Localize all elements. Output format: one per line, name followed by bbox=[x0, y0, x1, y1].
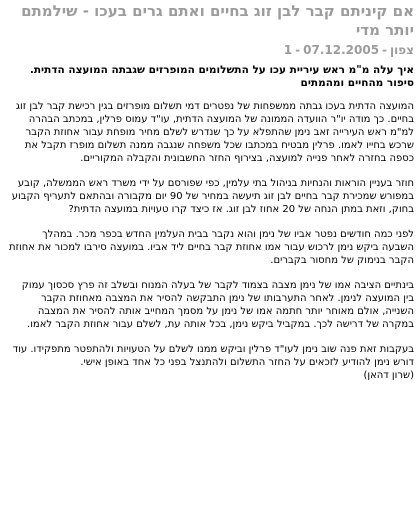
article-signature: (שרון דהאן) bbox=[363, 370, 414, 381]
article-paragraph: חוזר בעניין הוראות והנחיות בניהול בתי עלמין, כפי שפורסם על ידי משרד ראש הממשלה, קובע במפורש שמכירת קבר בחיים לבן זוג תיעשה במחיר של 90 יום מקבורה ובהתאם לתעריף הקבוע בחוק, וזאת במתן הנחה של 20 אחוז לבן זוג. אז כיצד קרו טעויות במועצה הדתית? bbox=[11, 178, 414, 215]
lead-line: סיפור מהחיים ומהמתים bbox=[300, 77, 414, 89]
meta-date: 07.12.2005 bbox=[303, 43, 380, 57]
meta-separator: - bbox=[382, 43, 388, 57]
article-headline: אם קיניתם קבר לבן זוג בחיים ואתם גרים בעכו - שילמתם יותר מדי bbox=[21, 2, 414, 39]
meta-number: 1 bbox=[283, 43, 293, 57]
article-meta bbox=[8, 42, 414, 58]
article-paragraph: בעקבות זאת פנה שוב נימן לעו"ד פרלין וביקש ממנו לשלם על הטעויות ולהתפטר מתפקידו. עוד דורש נימן להודיע לזכאים על החזר התשלום ולהתנצל בפני כל אחד באופן אישי. bbox=[12, 344, 414, 368]
article-lead bbox=[8, 64, 414, 90]
meta-separator: - bbox=[295, 43, 301, 57]
article-paragraph: בינתיים הציבה אמו של נימן מצבה בצמוד לקבר של בעלה המנוח ובשלב זה פרץ סכסוך עמוק בין המועצה לנימן. לאחר התערבותו של נימן התבקשה להסיר את המצבה מאחוזת הקבר השנייה, אולם מאוחר יותר חתמה אמו של נימן על מסמך המחייב אותה להסיר את המצבה במקרה של דרישה לכך. במקביל ביקש נימן, בכל אותה עת, לשלם עבור אחוזת הקבר לאמו. bbox=[21, 280, 414, 330]
article-paragraph: לפני כמה חודשים נפטר אביו של נימן והוא נקבר בבית העלמין החדש בכפר מכר. במהלך השבעה ביקש נימן לרכוש עבור אמו אחוזת קבר בחיים ליד אביו. במועצה סירבו למכור את אחוזת הקבר בנימוק של מחסור בקברים. bbox=[8, 229, 414, 266]
lead-line: איך עלה מ"מ ראש עיריית עכו על התשלומים המופרזים שגבתה המועצה הדתית. bbox=[29, 64, 414, 76]
article-paragraph: המועצה הדתית בעכו גבתה ממשפחות של נפטרים דמי תשלום מופרזים בגין רכישת קבר לבן זוג בחיים. כך מודה יו"ר הוועדה הממונה של המועצה הדתית, עו"ד עמוס פרלין, במכתב הבהרה למ"מ ראש העירייה זאב נימן שהתפלא על כך שנדרש לשלם מחיר מופחת עבור אחוזת הקבר שרכש בחייו לאמו. פרלין מבטיח במכתבו שכל משפחה שנגבה ממנה תשלום מופרז תקבל את כספה בחזרה לאחר פנייה למועצה, בצירוף החזר החשבונית והקבלה המקוריים. bbox=[15, 101, 414, 164]
meta-section: צפון bbox=[390, 43, 414, 57]
